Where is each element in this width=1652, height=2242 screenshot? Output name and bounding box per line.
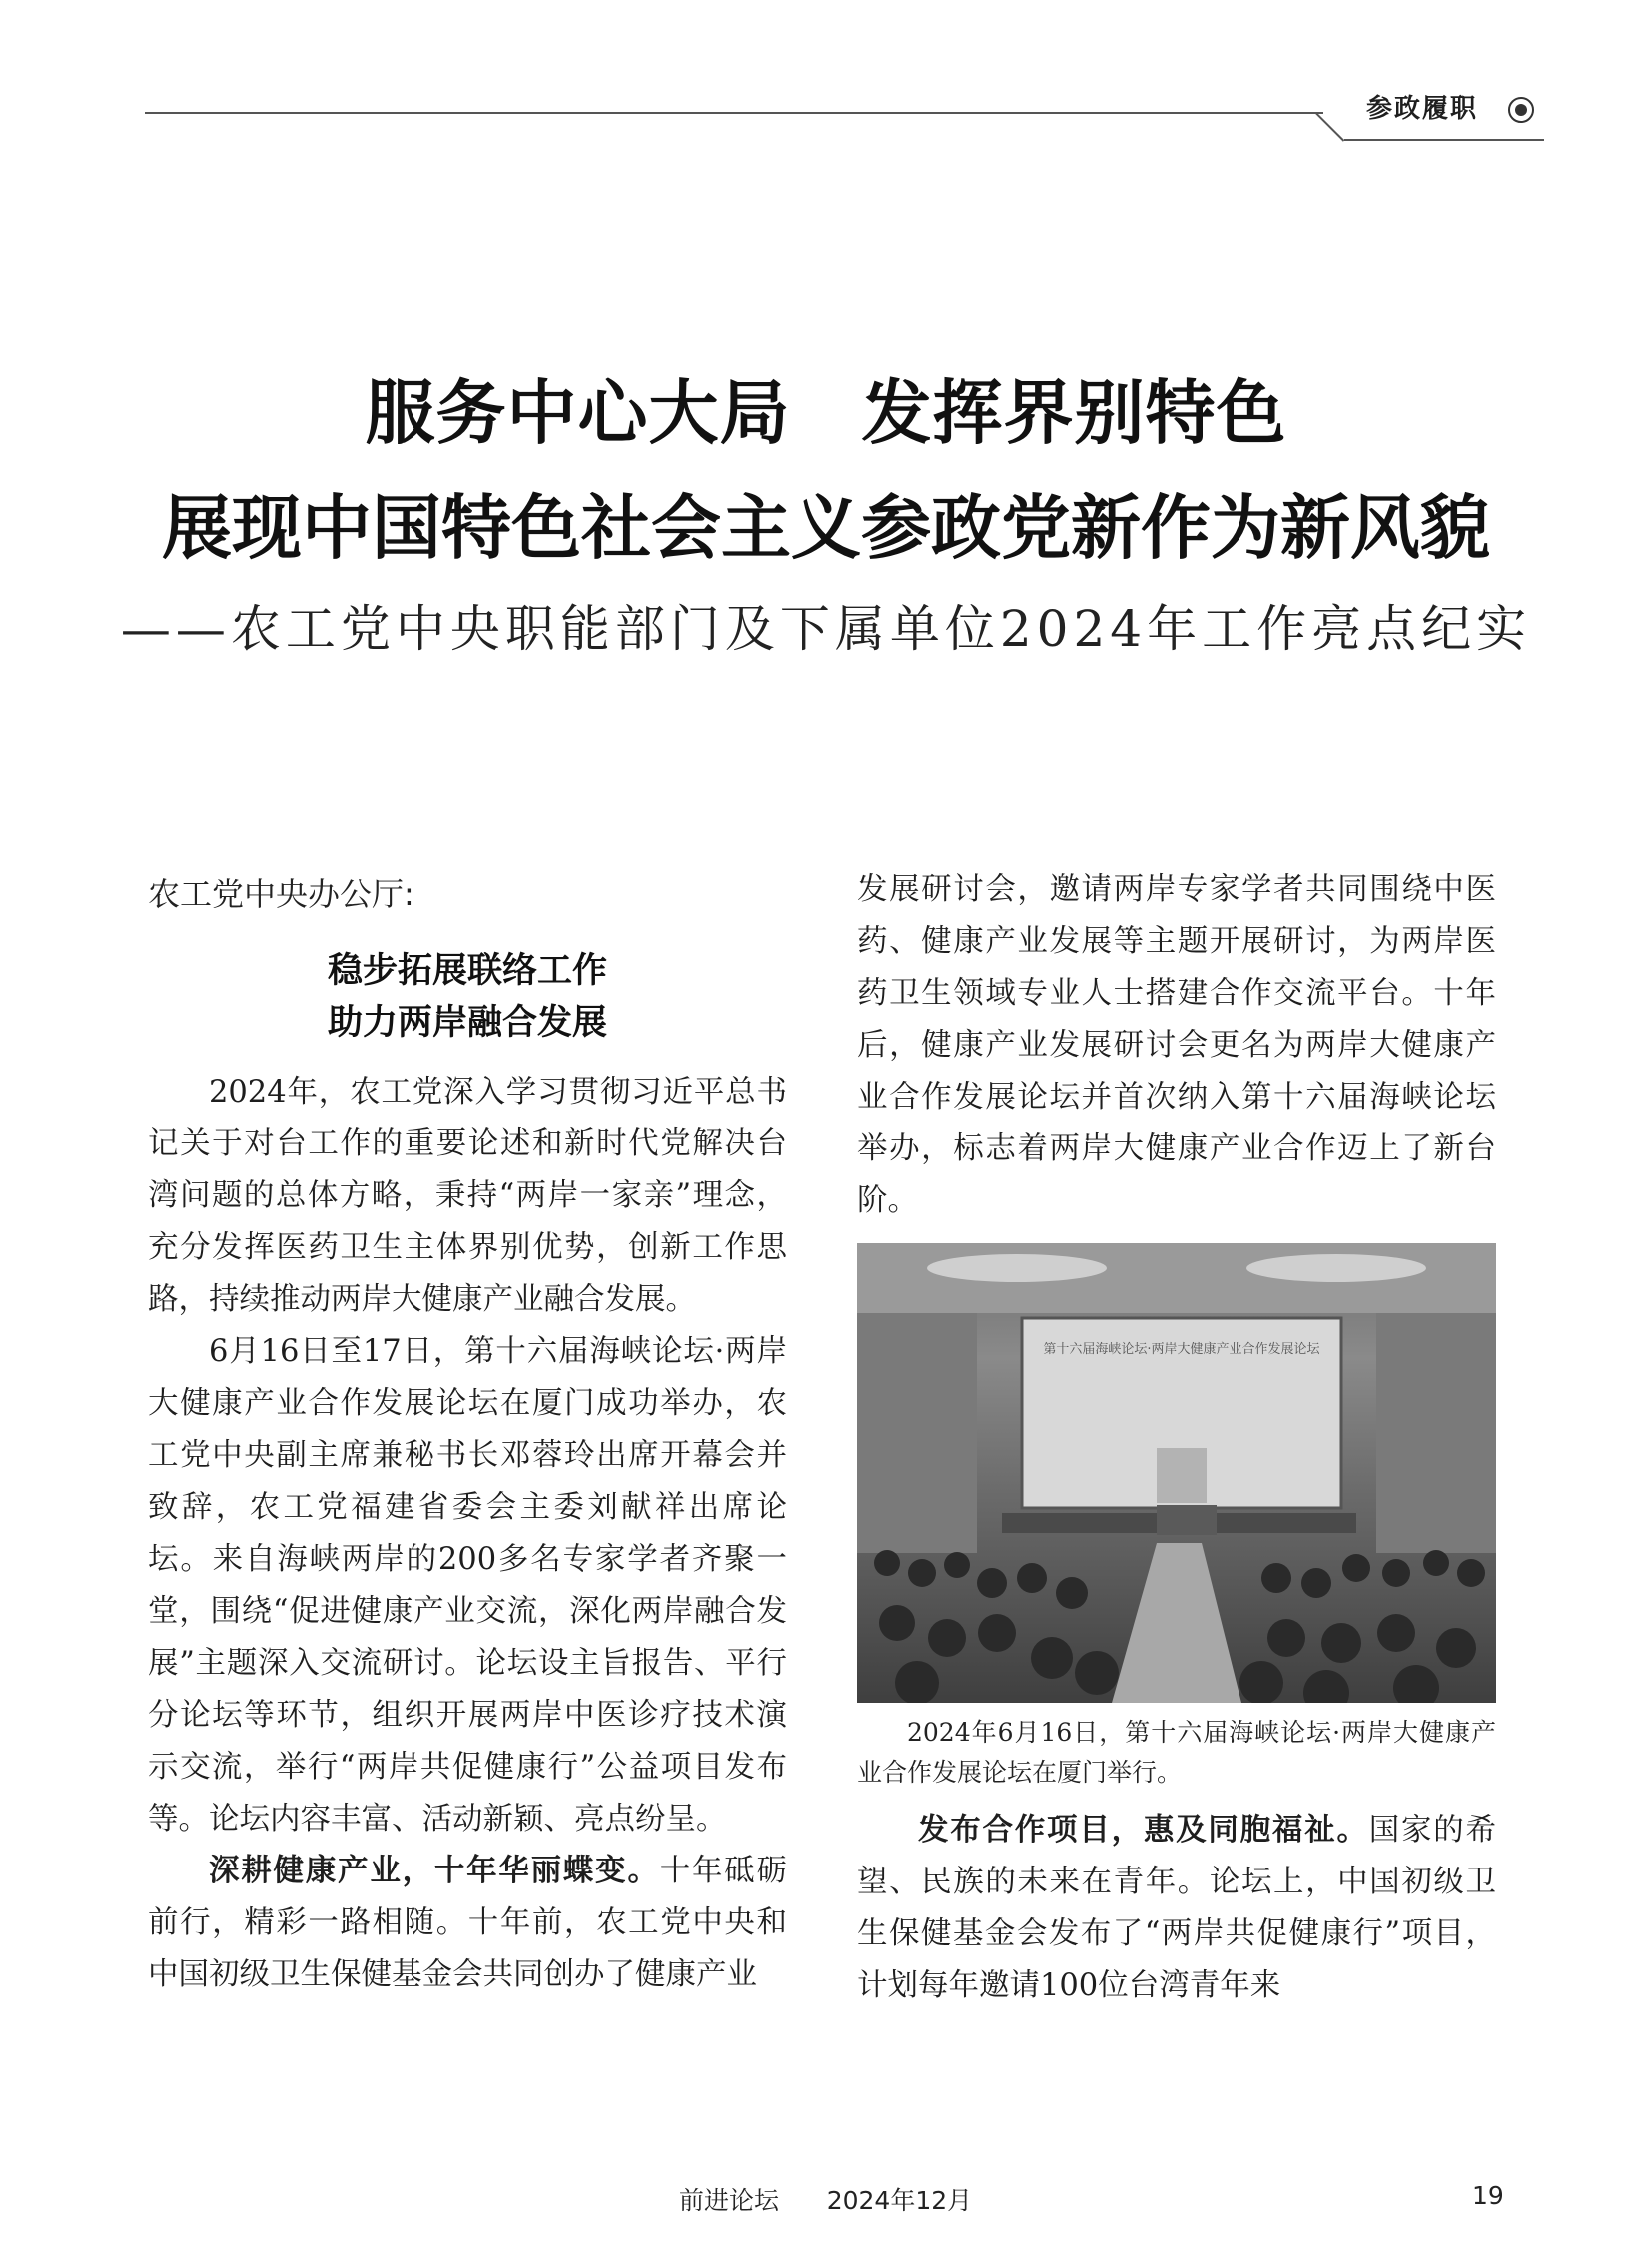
paragraph-3-text: 十年砥砺前行，精彩一路相随。十年前，农工党中央和中国初级卫生保健基金会共同创办了健康产业 — [148, 1854, 788, 1992]
header-rule-slant — [1315, 112, 1345, 142]
lectern — [1157, 1505, 1217, 1535]
paragraph-2: 6月16日至17日，第十六届海峡论坛·两岸大健康产业合作发展论坛在厦门成功举办，农工党中央副主席兼秘书长邓蓉玲出席开幕会并致辞，农工党福建省委会主委刘献祥出席论坛。来自海峡两岸的200多名专家学者齐聚一堂，围绕“促进健康产业交流，深化两岸融合发展”主题深入交流研讨。论坛设主旨报告、平行分论坛等环节，组织开展两岸中医诊疗技术演示交流，举行“两岸共促健康行”公益项目发布等。论坛内容丰富、活动新颖、亮点纷呈。 — [148, 1334, 787, 1837]
article-column-left — [148, 869, 787, 2001]
paragraph-1: 2024年，农工党深入学习贯彻习近平总书记关于对台工作的重要论述和新时代党解决台湾问题的总体方略，秉持“两岸一家亲”理念，充分发挥医药卫生主体界别优势，创新工作思路，持续推动两岸大健康产业融合发展。 — [148, 1075, 787, 1317]
section-label: 参政履职 — [1366, 94, 1479, 124]
wall-left — [857, 1313, 977, 1553]
chandelier-right — [1246, 1254, 1426, 1282]
paragraph-3 — [148, 1846, 787, 2001]
section-title-line-1: 稳步拓展联络工作 — [327, 951, 607, 991]
section-title — [148, 945, 787, 1049]
paragraph-4 — [857, 1805, 1496, 2012]
title-line-2: 展现中国特色社会主义参政党新作为新风貌 — [162, 487, 1490, 569]
section-title-line-2: 助力两岸融合发展 — [327, 1003, 607, 1043]
paragraph-3-lead: 深耕健康产业，十年华丽蝶变。 — [209, 1854, 660, 1888]
chandelier-left — [927, 1254, 1107, 1282]
bullseye-icon — [1508, 97, 1534, 123]
article-column-right — [857, 864, 1496, 2012]
header-rule-right — [1344, 139, 1544, 141]
issue-date: 2024年12月 — [826, 2186, 973, 2215]
photo-caption: 2024年6月16日，第十六届海峡论坛·两岸大健康产业合作发展论坛在厦门举行。 — [857, 1718, 1496, 1787]
paragraph-4-text: 国家的希望、民族的未来在青年。论坛上，中国初级卫生保健基金会发布了“两岸共促健康行”项目，计划每年邀请100位台湾青年来 — [857, 1813, 1497, 2003]
screen-city-skyline — [1157, 1448, 1207, 1503]
ceiling — [857, 1243, 1496, 1313]
paragraph-3-continued: 发展研讨会，邀请两岸专家学者共同围绕中医药、健康产业发展等主题开展研讨，为两岸医药卫生领域专业人士搭建合作交流平台。十年后，健康产业发展研讨会更名为两岸大健康产业合作发展论坛并首次纳入第十六届海峡论坛举办，标志着两岸大健康产业合作迈上了新台阶。 — [857, 872, 1496, 1218]
department-heading: 农工党中央办公厅: — [148, 875, 414, 913]
footer-magazine — [679, 2181, 972, 2217]
subtitle: ——农工党中央职能部门及下属单位2024年工作亮点纪实 — [120, 600, 1532, 658]
forum-photo — [857, 1243, 1496, 1703]
header-rule — [145, 112, 1323, 114]
page-number: 19 — [1472, 2181, 1504, 2210]
paragraph-4-lead: 发布合作项目，惠及同胞福祉。 — [918, 1813, 1369, 1848]
wall-right — [1376, 1313, 1496, 1553]
title-line-1: 服务中心大局 发挥界别特色 — [365, 373, 1287, 454]
screen-title: 第十六届海峡论坛·两岸大健康产业合作发展论坛 — [1043, 1342, 1320, 1357]
magazine-name: 前进论坛 — [679, 2186, 780, 2215]
center-aisle — [1112, 1543, 1241, 1703]
forum-photo-drawing — [857, 1243, 1496, 1703]
